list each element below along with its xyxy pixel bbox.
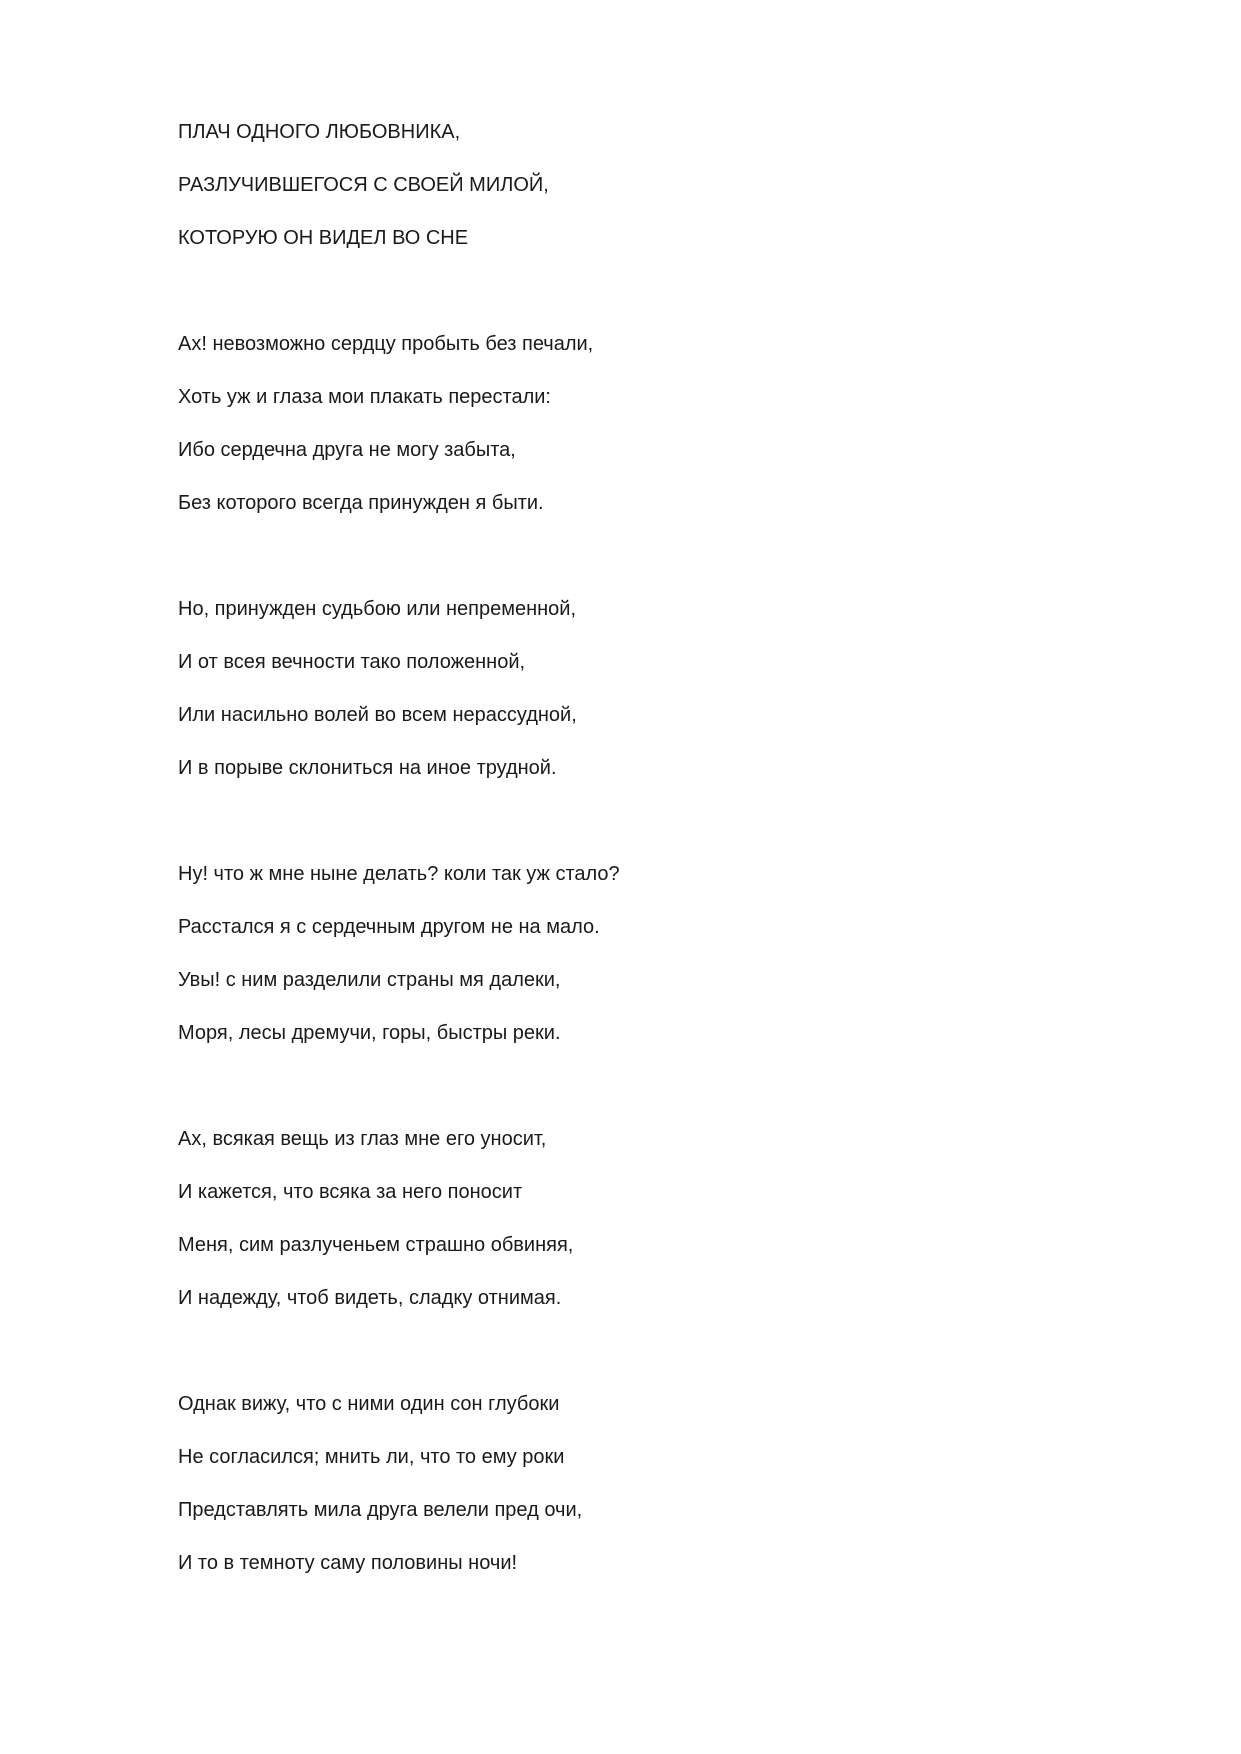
- verse-line: Моря, лесы дремучи, горы, быстры реки.: [178, 1022, 561, 1044]
- stanza-4: [178, 1119, 1078, 1331]
- verse-line: Ах, всякая вещь из глаз мне его уносит,: [178, 1128, 547, 1150]
- stanza-gap: [178, 801, 1078, 854]
- stanza-gap: [178, 536, 1078, 589]
- verse-line: Ах! невозможно сердцу пробыть без печали,: [178, 333, 594, 355]
- poem-title-line-2: РАЗЛУЧИВШЕГОСЯ С СВОЕЙ МИЛОЙ,: [178, 174, 549, 196]
- stanza-gap: [178, 1331, 1078, 1384]
- verse-line: Ибо сердечна друга не могу забыта,: [178, 439, 516, 461]
- stanza-gap: [178, 271, 1078, 324]
- verse-line: Меня, сим разлученьем страшно обвиняя,: [178, 1234, 574, 1256]
- verse-line: И кажется, что всяка за него поносит: [178, 1181, 523, 1203]
- verse-line: Однак вижу, что с ними один сон глубоки: [178, 1393, 560, 1415]
- poem-title-line-1: ПЛАЧ ОДНОГО ЛЮБОВНИКА,: [178, 121, 461, 143]
- verse-line: Без которого всегда принужден я быти.: [178, 492, 544, 514]
- verse-line: Увы! с ним разделили страны мя далеки,: [178, 969, 561, 991]
- stanza-5: [178, 1384, 1078, 1596]
- verse-line: Хоть уж и глаза мои плакать перестали:: [178, 386, 551, 408]
- verse-line: Ну! что ж мне ныне делать? коли так уж стало?: [178, 863, 620, 885]
- stanza-gap: [178, 1066, 1078, 1119]
- poem-title-line-3: КОТОРУЮ ОН ВИДЕЛ ВО СНЕ: [178, 227, 469, 249]
- verse-line: Не согласился; мнить ли, что то ему роки: [178, 1446, 565, 1468]
- verse-line: И надежду, чтоб видеть, сладку отнимая.: [178, 1287, 562, 1309]
- verse-line: Представлять мила друга велели пред очи,: [178, 1499, 583, 1521]
- verse-line: И то в темноту саму половины ночи!: [178, 1552, 518, 1574]
- stanza-3: [178, 854, 1078, 1066]
- verse-line: И от всея вечности тако положенной,: [178, 651, 526, 673]
- verse-line: Расстался я с сердечным другом не на мало.: [178, 916, 600, 938]
- poem-body: [178, 112, 1078, 1596]
- stanza-1: [178, 324, 1078, 536]
- verse-line: Или насильно волей во всем нерассудной,: [178, 704, 577, 726]
- stanza-2: [178, 589, 1078, 801]
- verse-line: Но, принужден судьбою или непременной,: [178, 598, 577, 620]
- verse-line: И в порыве склониться на иное трудной.: [178, 757, 557, 779]
